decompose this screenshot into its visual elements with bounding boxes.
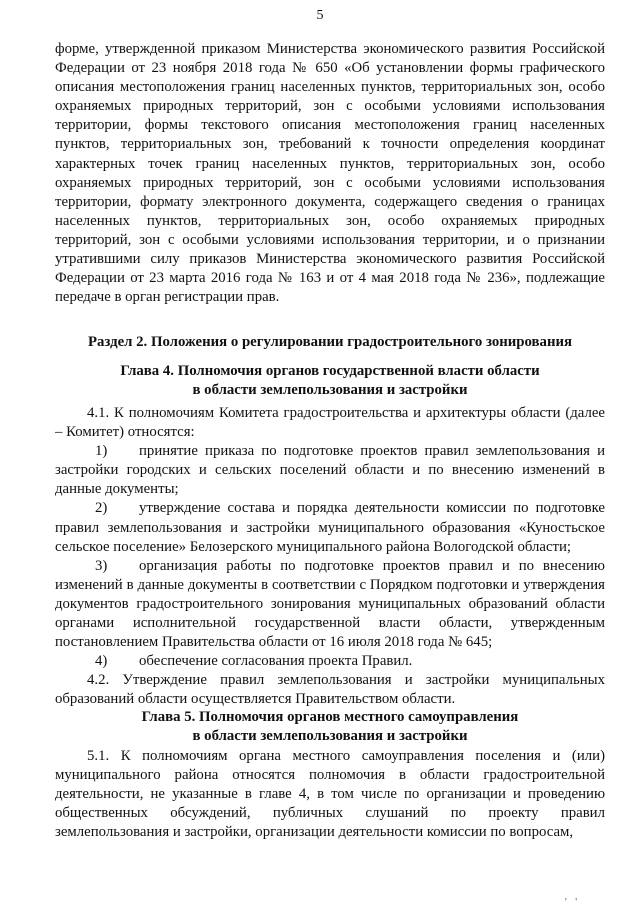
list-item-number: 4) <box>95 653 108 670</box>
list-item-number: 2) <box>95 500 108 517</box>
chapter5-body <box>55 747 605 842</box>
list-item-text: обеспечение согласования проекта Правил. <box>139 653 413 670</box>
intro-paragraph-block <box>55 40 605 307</box>
list-item <box>55 442 605 499</box>
intro-paragraph: форме, утвержденной приказом Министерства экономического развития Российской Федерации от 23 ноября 2018 года № 650 «Об установлении формы графического описания местоположения границ населенных пунктов, территориальных зон, особо охраняемых природных территорий, зон с особыми условиями использования территории, формы текстового описания местоположения границ населенных пунктов, территориальных зон, требований к точности определения координат характерных точек границ населенных пунктов, территориальных зон, особо охраняемых природных территорий, зон с особыми условиями использования территории, формату электронного документа, содержащего сведения о границах населенных пунктов, территориальных зон, особо охраняемых природных территорий, зон с особыми условиями использования территории, и о признании утратившими силу приказов Министерства экономического развития Российской Федерации от 23 марта 2016 года № 163 и от 4 мая 2018 года № 236», подлежащие передаче в орган регистрации прав. <box>55 41 605 306</box>
list-item <box>55 652 605 671</box>
list-item-text: организация работы по подготовке проектов правил и по внесению изменений в данные документы в соответствии с Порядком подготовки и утверждения документов градостроительного зонирования муниципальных образований области органами исполнительной государственной власти области, утвержденным постановлением Правительства области от 16 июля 2018 года № 645; <box>55 557 605 651</box>
footer-mark: ' ' <box>565 897 581 908</box>
chapter5-heading <box>55 708 605 746</box>
list-item <box>55 557 605 652</box>
list-item-number: 3) <box>95 557 108 574</box>
chapter4-title-line2: в области землепользования и застройки <box>192 382 468 399</box>
list-item-text: утверждение состава и порядка деятельности комиссии по подготовке правил землепользования и застройки муниципального образования «Куностьское сельское поселение» Белозерского муниципального района Вологодской области; <box>55 500 605 555</box>
chapter4-title-line1: Глава 4. Полномочия органов государственной власти области <box>120 363 540 379</box>
chapter4-heading <box>55 362 605 400</box>
list-item-number: 1) <box>95 443 108 460</box>
chapter4-body <box>55 404 605 710</box>
paragraph-4-2: 4.2. Утверждение правил землепользования и застройки муниципальных образований области осуществляется Правительством области. <box>55 672 605 708</box>
paragraph-5-1: 5.1. К полномочиям органа местного самоуправления поселения и (или) муниципального района относятся полномочия в области градостроительной деятельности, не указанные в главе 4, в том числе по организации и проведению общественных обсуждений, публичных слушаний по проекту правил землепользования и застройки, организации деятельности комиссии по вопросам, <box>55 748 605 841</box>
paragraph-4-1: 4.1. К полномочиям Комитета градостроительства и архитектуры области (далее – Комитет) относятся: <box>55 405 605 441</box>
section-heading-block <box>55 333 605 352</box>
list-item <box>55 499 605 556</box>
chapter5-title-line1: Глава 5. Полномочия органов местного самоуправления <box>141 709 519 725</box>
page-number: 5 <box>316 8 324 23</box>
section-title: Раздел 2. Положения о регулировании градостроительного зонирования <box>87 334 572 350</box>
chapter5-title-line2: в области землепользования и застройки <box>192 728 468 745</box>
list-item-text: принятие приказа по подготовке проектов правил землепользования и застройки городских и сельских поселений области и по внесению изменений в данные документы; <box>55 443 605 498</box>
